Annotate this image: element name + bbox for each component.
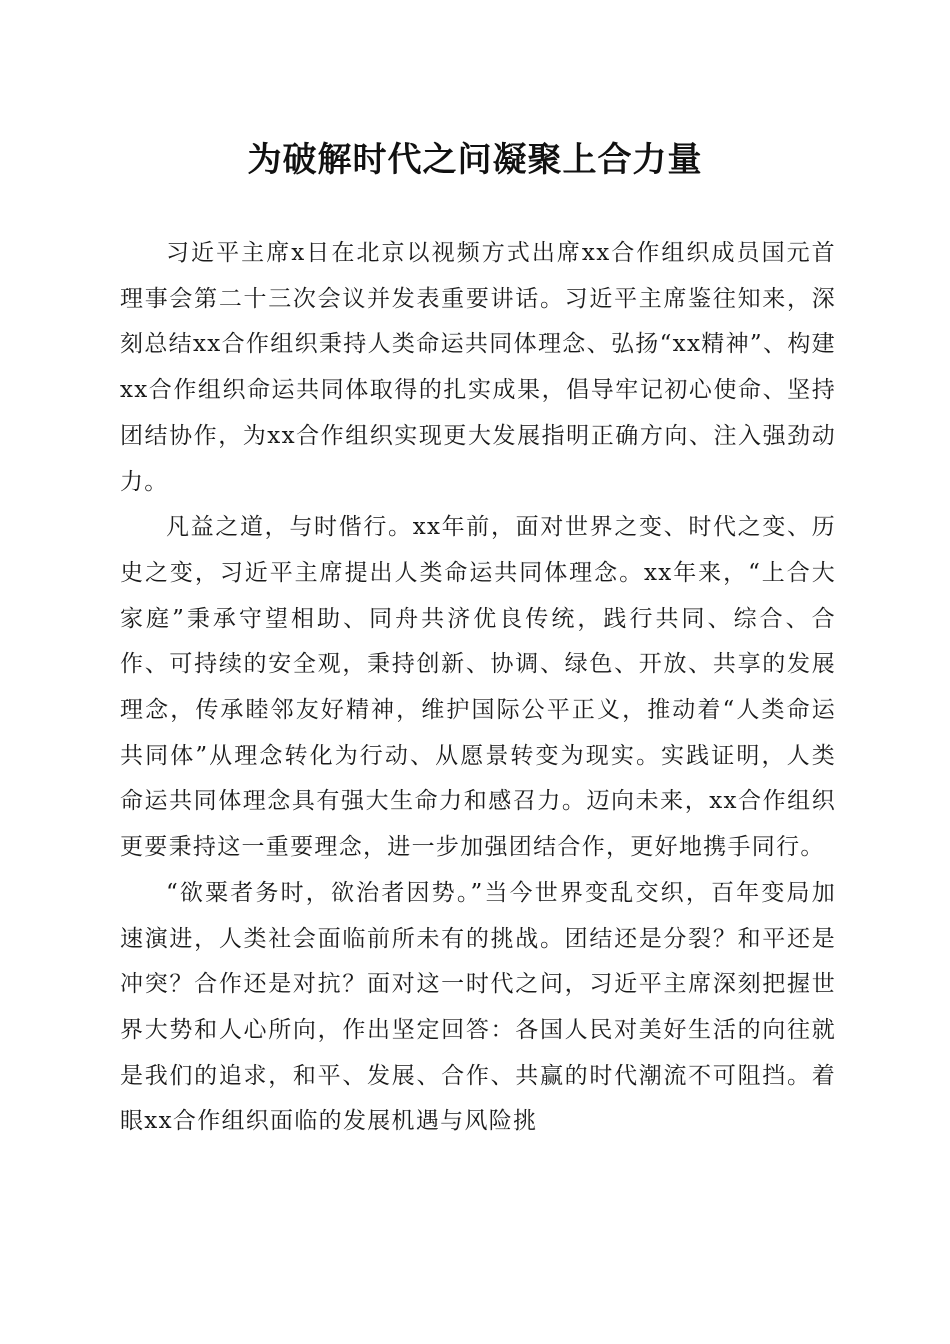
- document-body: [120, 231, 836, 1145]
- paragraph-1: 习近平主席x日在北京以视频方式出席xx合作组织成员国元首理事会第二十三次会议并发表重要讲话。习近平主席鉴往知来，深刻总结xx合作组织秉持人类命运共同体理念、弘扬“xx精神”、构建xx合作组织命运共同体取得的扎实成果，倡导牢记初心使命、坚持团结协作，为xx合作组织实现更大发展指明正确方向、注入强劲动力。: [120, 240, 836, 495]
- paragraph-2: 凡益之道，与时偕行。xx年前，面对世界之变、时代之变、历史之变，习近平主席提出人类命运共同体理念。xx年来，“上合大家庭”秉承守望相助、同舟共济优良传统，践行共同、综合、合作、可持续的安全观，秉持创新、协调、绿色、开放、共享的发展理念，传承睦邻友好精神，维护国际公平正义，推动着“人类命运共同体”从理念转化为行动、从愿景转变为现实。实践证明，人类命运共同体理念具有强大生命力和感召力。迈向未来，xx合作组织更要秉持这一重要理念，进一步加强团结合作，更好地携手同行。: [120, 514, 836, 861]
- paragraph-3: “欲粟者务时，欲治者因势。”当今世界变乱交织，百年变局加速演进，人类社会面临前所未有的挑战。团结还是分裂？和平还是冲突？合作还是对抗？面对这一时代之问，习近平主席深刻把握世界大势和人心所向，作出坚定回答：各国人民对美好生活的向往就是我们的追求，和平、发展、合作、共赢的时代潮流不可阻挡。着眼xx合作组织面临的发展机遇与风险挑: [120, 879, 836, 1135]
- document-title: 为破解时代之问凝聚上合力量: [247, 140, 703, 180]
